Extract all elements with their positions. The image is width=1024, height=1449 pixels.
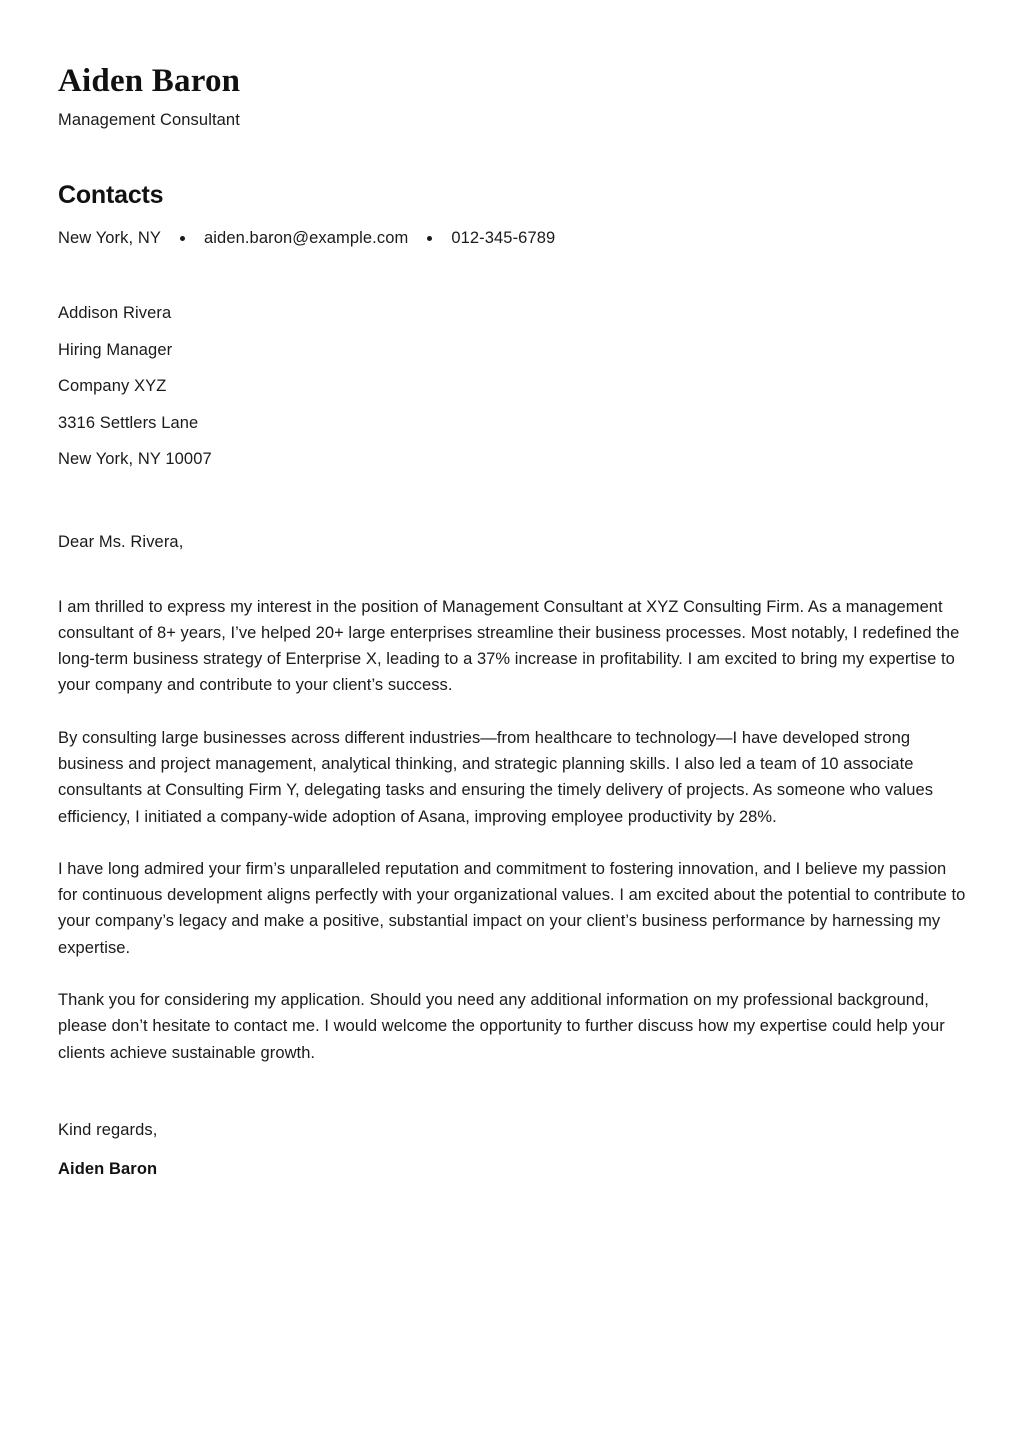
job-title: Management Consultant [58, 111, 240, 129]
closing-phrase: Kind regards, [58, 1120, 158, 1139]
signoff-block [58, 1118, 966, 1181]
letter-body [58, 594, 966, 1066]
recipient-company: Company XYZ [58, 377, 167, 395]
letter-paragraph: Thank you for considering my application. Should you need any additional information on my professional background, please don’t hesitate to contact me. I would welcome the opportunity to further discuss how my expertise could help your clients achieve sustainable growth. [58, 991, 945, 1062]
letter-paragraph: I have long admired your firm’s unparalleled reputation and commitment to fostering innovation, and I believe my passion for continuous development aligns perfectly with your organizational values. I am excited about the potential to contribute to your company’s legacy and make a positive, substantial impact on your client’s business performance by harnessing my expertise. [58, 859, 966, 957]
letter-paragraph: By consulting large businesses across different industries—from healthcare to technology—I have developed strong business and project management, analytical thinking, and strategic planning skills. I also led a team of 10 associate consultants at Consulting Firm Y, delegating tasks and ensuring the timely delivery of projects. As someone who values efficiency, I initiated a company-wide adoption of Asana, improving employee productivity by 28%. [58, 728, 934, 826]
bullet-separator-icon [427, 236, 432, 241]
recipient-address-block [58, 295, 966, 478]
contacts-heading: Contacts [58, 181, 164, 209]
salutation: Dear Ms. Rivera, [58, 532, 184, 551]
contact-location: New York, NY [58, 229, 161, 247]
letter-paragraph: I am thrilled to express my interest in the position of Management Consultant at XYZ Consulting Firm. As a management consultant of 8+ years, I’ve helped 20+ large enterprises streamline their business processes. Most notably, I redefined the long-term business strategy of Enterprise X, leading to a 37% increase in profitability. I am excited to bring my expertise to your company and contribute to your client’s success. [58, 597, 960, 695]
recipient-title: Hiring Manager [58, 340, 173, 359]
contact-email[interactable]: aiden.baron@example.com [204, 229, 409, 247]
recipient-street: 3316 Settlers Lane [58, 413, 199, 432]
contact-line [58, 226, 966, 250]
page-title: Aiden Baron [58, 63, 241, 99]
contact-phone[interactable]: 012-345-6789 [451, 229, 556, 247]
bullet-separator-icon [180, 236, 185, 241]
recipient-city-state-zip: New York, NY 10007 [58, 450, 212, 468]
signature-name: Aiden Baron [58, 1159, 158, 1178]
recipient-name: Addison Rivera [58, 304, 172, 322]
document-content [58, 62, 966, 1181]
